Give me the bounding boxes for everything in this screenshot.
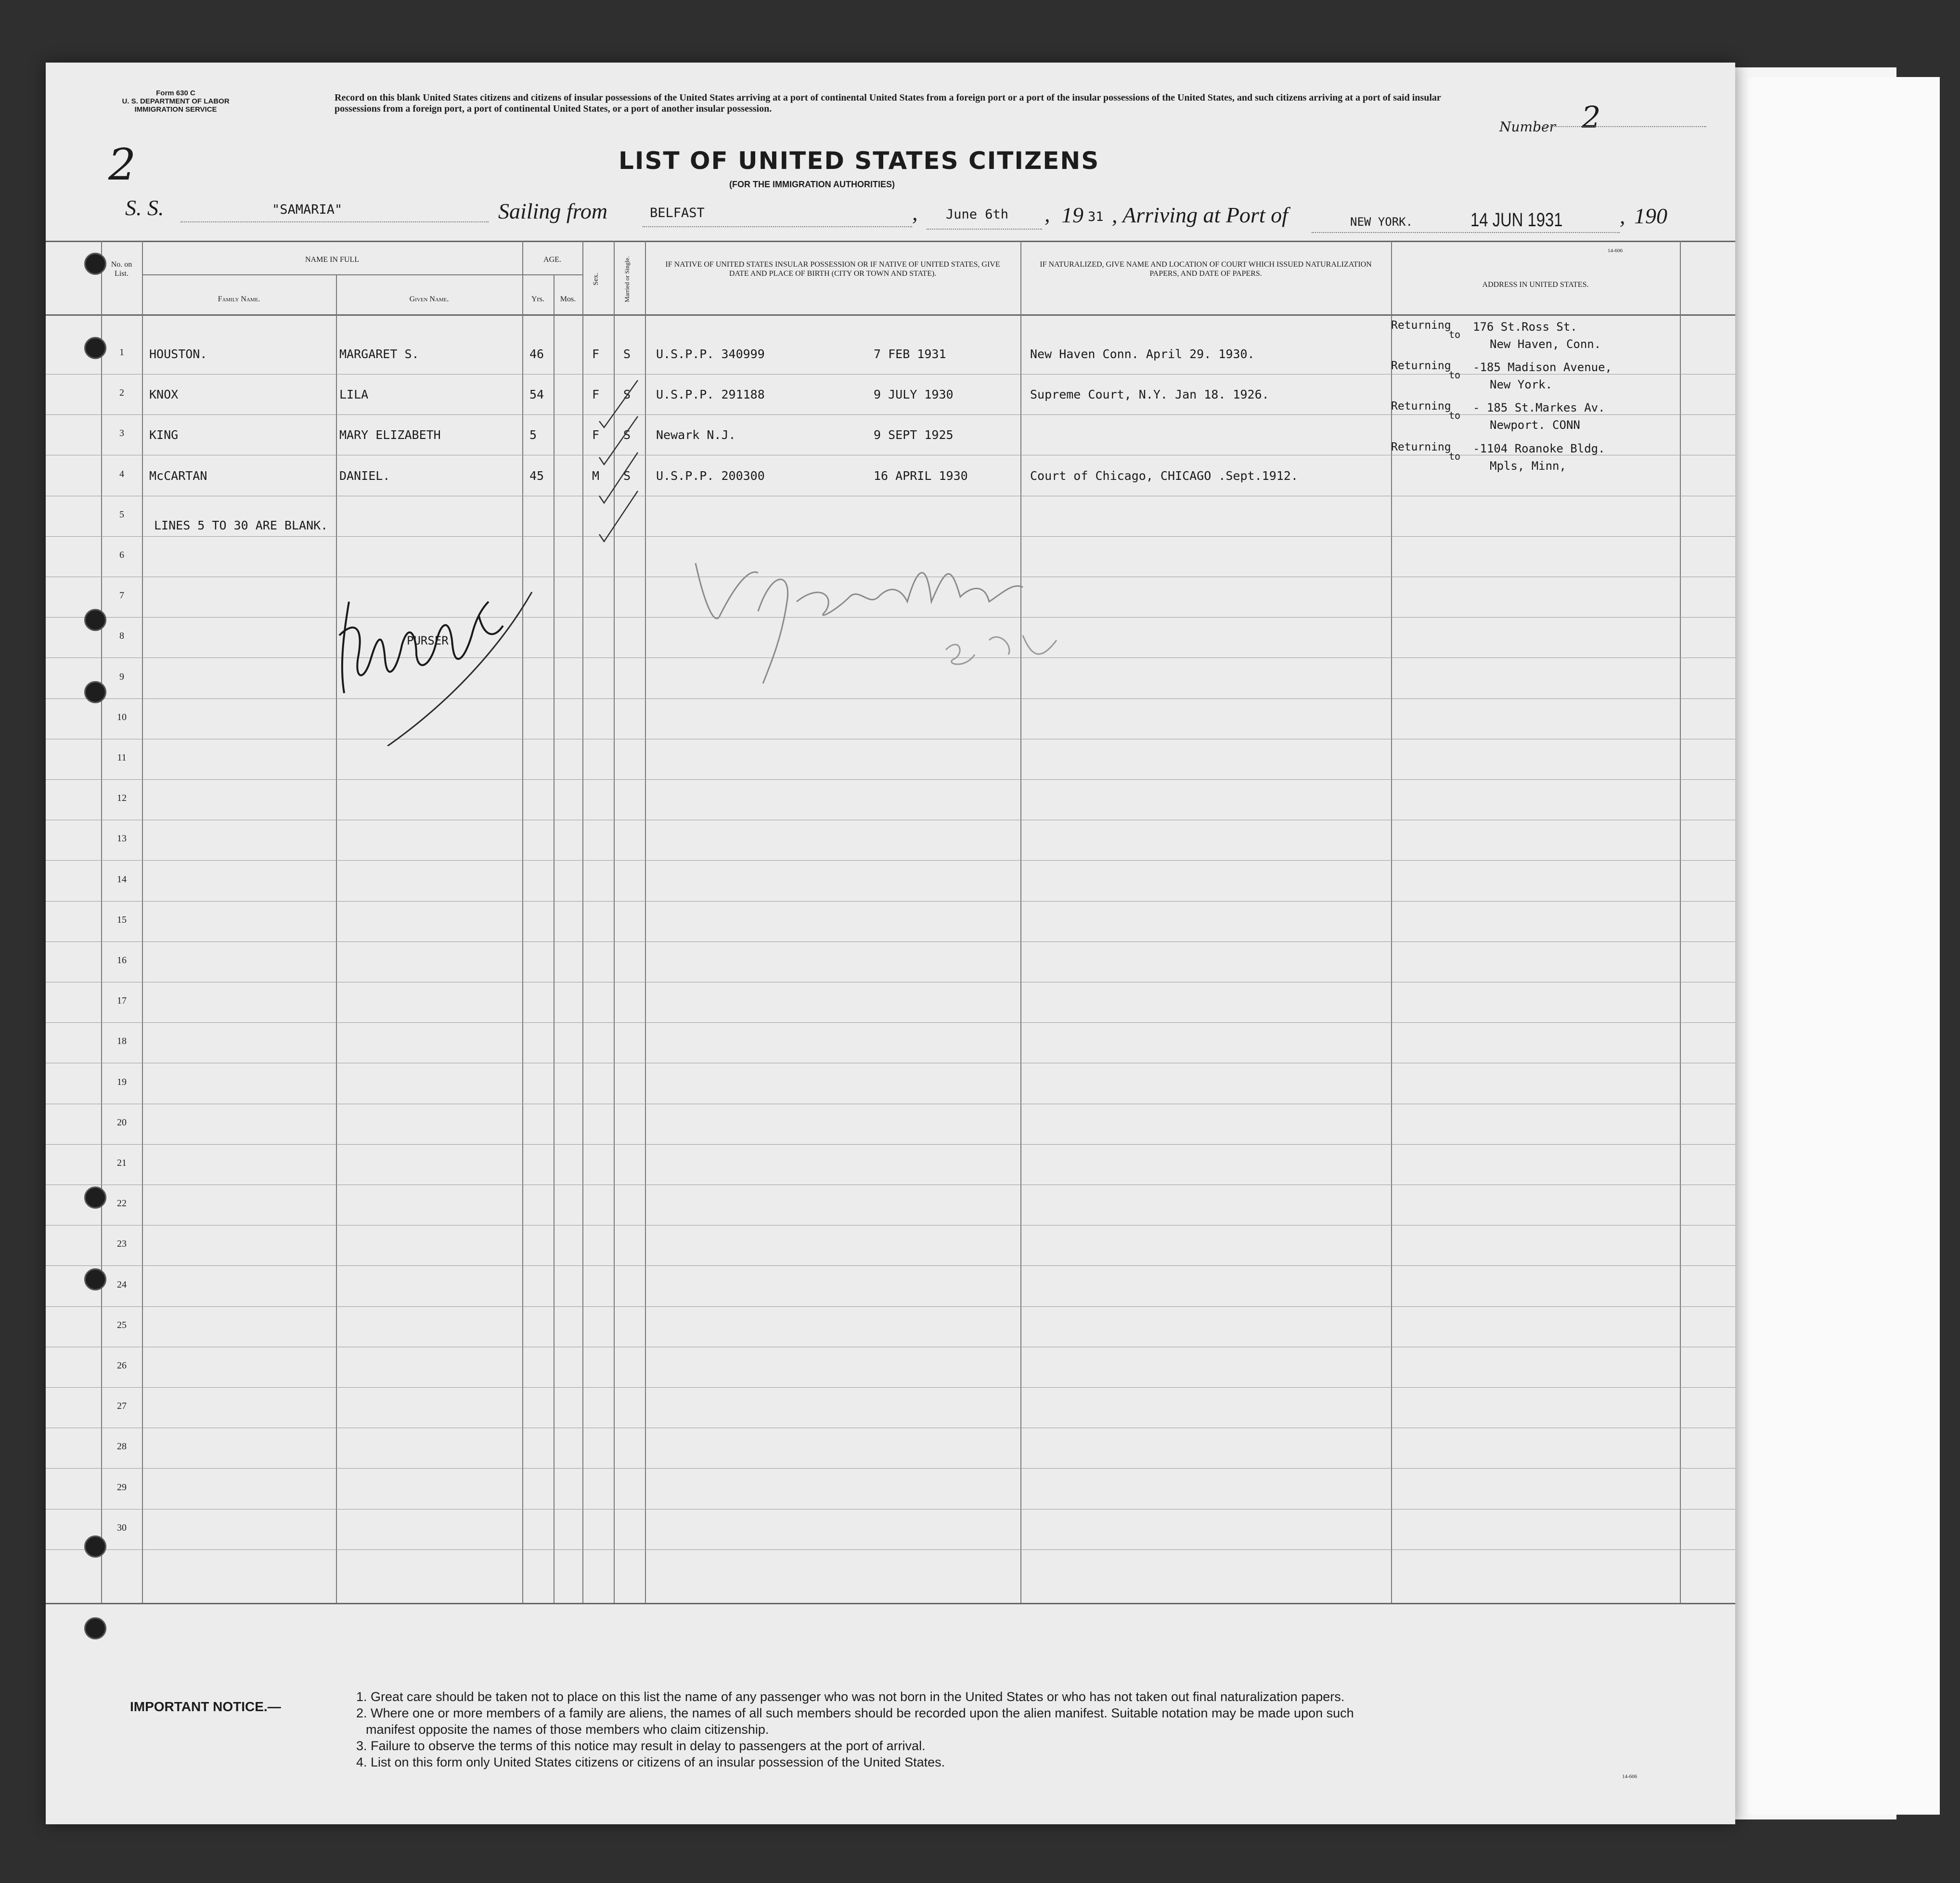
purser-signature [286,563,556,746]
birth-date-cell: 7 FEB 1931 [874,347,946,361]
col-rule [1680,241,1681,1603]
header-family-name: Family Name. [218,295,260,303]
address-prefix: Returning [1391,440,1451,453]
address-to: to [1449,329,1461,340]
purser-label: PURSER. [407,634,456,647]
form-number: Form 630 C [156,89,195,97]
naturalization-cell: New Haven Conn. April 29. 1930. [1030,347,1255,361]
row-number: 10 [117,711,127,722]
family-name-cell: KING [149,428,179,442]
row-rule [46,779,1735,780]
address-to: to [1449,410,1461,422]
year-prefix: 19 [1061,203,1083,227]
given-name-cell: LILA [339,387,369,402]
address-line-1: -185 Madison Avenue, [1473,361,1612,374]
punch-hole [84,681,106,703]
col-rule [582,241,583,1603]
ss-label: S. S. [125,195,164,220]
address-line-2: New Haven, Conn. [1490,337,1601,351]
blank-lines-note: LINES 5 TO 30 ARE BLANK. [154,518,328,532]
header-yrs: Yrs. [531,295,545,303]
row-number: 6 [119,550,124,560]
punch-hole [84,253,106,275]
number-label: Number [1499,119,1556,135]
col-rule [336,274,337,1603]
given-name-cell: MARY ELIZABETH [339,428,441,442]
sex-cell: M [592,468,600,483]
marital-status-cell: S [623,428,631,442]
age-header-rule [522,274,582,275]
comma: , [1620,204,1625,228]
notice-item: manifest opposite the names of those members who claim citizenship. [366,1722,769,1737]
row-number: 17 [117,995,127,1006]
port-to: NEW YORK. [1350,215,1413,229]
passport-cell: U.S.P.P. 340999 [656,347,765,361]
passport-cell: Newark N.J. [656,428,736,442]
row-rule [46,901,1735,902]
passport-cell: U.S.P.P. 291188 [656,387,765,402]
col-rule [522,241,523,1603]
page-subtitle: (FOR THE IMMIGRATION AUTHORITIES) [729,180,895,189]
arrival-stamp: 14 JUN 1931 [1470,209,1563,231]
page-title: LIST OF UNITED STATES CITIZENS [619,147,1100,175]
row-number: 28 [117,1441,127,1452]
service-label: IMMIGRATION SERVICE [134,105,217,114]
notice-item: 2. Where one or more members of a family are aliens, the names of all such members should be recorded upon the alien manifest. Suitable notation may be made upon such [356,1706,1354,1720]
birth-date-cell: 16 APRIL 1930 [874,468,968,483]
arriving-label: , Arriving at Port of [1112,203,1288,227]
printer-mark-bottom: 14-606 [1622,1774,1638,1780]
marital-status-cell: S [623,468,631,483]
address-line-2: Newport. CONN [1490,418,1580,432]
punch-hole [84,609,106,631]
row-rule [46,1022,1735,1023]
sailing-date: June 6th [946,207,1009,222]
row-number: 5 [119,509,124,520]
age-years-cell: 45 [529,468,544,483]
address-line-1: 176 St.Ross St. [1473,320,1577,334]
row-number: 16 [117,955,127,966]
header-bottom-rule [46,314,1735,316]
check-marks [590,371,657,554]
notice-item: 1. Great care should be taken not to place on this list the name of any passenger who was not born in the United States or who has not taken out final naturalization papers. [356,1690,1345,1704]
naturalization-cell: Supreme Court, N.Y. Jan 18. 1926. [1030,387,1269,402]
punch-hole [84,1187,106,1209]
address-to: to [1449,450,1461,462]
row-number: 4 [119,468,124,479]
row-rule [46,1549,1735,1550]
ship-name: "SAMARIA" [272,202,343,217]
address-prefix: Returning [1391,319,1451,332]
name-header-rule [142,274,570,275]
family-name-cell: HOUSTON. [149,347,207,361]
age-years-cell: 5 [529,428,537,442]
birth-date-cell: 9 JULY 1930 [874,387,954,402]
given-name-cell: MARGARET S. [339,347,419,361]
age-years-cell: 46 [529,347,544,361]
passport-cell: U.S.P.P. 200300 [656,468,765,483]
background-sheet [1747,77,1940,1815]
address-prefix: Returning [1391,360,1451,373]
row-number: 7 [119,590,124,601]
sex-cell: F [592,347,600,361]
header-naturalized: IF NATURALIZED, GIVE NAME AND LOCATION OF COURT WHICH ISSUED NATURALIZATION PAPERS, AND DATE OF PAPERS. [1040,260,1372,278]
printer-mark: 14-606 [1608,248,1623,254]
row-number: 30 [117,1522,127,1533]
row-number: 27 [117,1401,127,1412]
punch-hole [84,1535,106,1558]
notice-item: 4. List on this form only United States citizens or citizens of an insular possession of the United States. [356,1755,945,1769]
header-no: No. on List. [111,260,132,278]
header-mos: Mos. [560,295,576,303]
port-from: BELFAST [650,206,705,220]
row-number: 22 [117,1198,127,1209]
col-rule [142,241,143,1603]
row-number: 26 [117,1360,127,1371]
row-number: 13 [117,833,127,844]
sailing-label: Sailing from [498,199,608,223]
row-rule [46,1468,1735,1469]
header-married: Married or Single. [623,256,631,302]
row-number: 12 [117,793,127,804]
punch-hole [84,1617,106,1639]
header-sex: Sex. [592,272,600,286]
address-line-2: New York. [1490,378,1553,392]
col-rule [101,241,102,1603]
row-number: 9 [119,671,124,682]
row-number: 14 [117,874,127,885]
row-number: 21 [117,1158,127,1168]
birth-date-cell: 9 SEPT 1925 [874,428,954,442]
marital-status-cell: S [623,347,631,361]
header-given-name: Given Name. [409,295,449,303]
row-rule [46,1306,1735,1307]
row-rule [46,860,1735,861]
marital-status-cell: S [623,387,631,402]
row-number: 25 [117,1319,127,1330]
col-rule [1020,241,1021,1603]
sex-cell: F [592,387,600,402]
department-label: U. S. DEPARTMENT OF LABOR [122,97,230,105]
row-rule [46,536,1735,537]
manifest-sheet [46,63,1735,1824]
page-mark: 2 [108,140,136,190]
family-name-cell: KNOX [149,387,179,402]
naturalization-cell: Court of Chicago, CHICAGO .Sept.1912. [1030,468,1298,483]
header-age: AGE. [543,256,561,264]
row-number: 11 [117,752,127,763]
row-rule [46,1265,1735,1266]
address-to: to [1449,369,1461,381]
table-top-rule [46,241,1735,242]
table-bottom-rule [46,1603,1735,1604]
row-number: 19 [117,1076,127,1087]
sex-cell: F [592,428,600,442]
header-address: ADDRESS IN UNITED STATES. [1482,281,1589,289]
number-value: 2 [1581,100,1601,135]
header-name-in-full: NAME IN FULL [305,256,359,264]
row-number: 18 [117,1036,127,1047]
inspector-signature [676,539,1109,693]
header-native: IF NATIVE OF UNITED STATES INSULAR POSSESSION OR IF NATIVE OF UNITED STATES, GIVE DATE AND PLACE OF BIRTH (CITY OR TOWN AND STATE). [665,260,1000,278]
row-number: 24 [117,1279,127,1290]
row-number: 3 [119,428,124,439]
address-line-2: Mpls, Minn, [1490,459,1566,473]
row-rule [46,1387,1735,1388]
age-years-cell: 54 [529,387,544,402]
punch-hole [84,337,106,359]
address-prefix: Returning [1391,400,1451,413]
row-number: 2 [119,387,124,399]
row-number: 29 [117,1482,127,1493]
comma: , [1044,202,1050,226]
citizen-table [46,63,1735,1824]
row-number: 1 [119,347,124,358]
address-line-1: -1104 Roanoke Bldg. [1473,441,1605,455]
given-name-cell: DANIEL. [339,468,390,483]
notice-label: IMPORTANT NOTICE.— [130,1699,281,1714]
family-name-cell: McCARTAN [149,468,207,483]
row-number: 15 [117,914,127,925]
row-number: 8 [119,631,124,642]
punch-hole [84,1268,106,1290]
row-number: 20 [117,1117,127,1128]
year-suffix: 31 [1088,209,1104,224]
trailing-year: 190 [1634,204,1667,228]
address-line-1: - 185 St.Markes Av. [1473,401,1605,415]
notice-item: 3. Failure to observe the terms of this notice may result in delay to passengers at the port of arrival. [356,1739,926,1753]
comma: , [912,200,918,225]
row-number: 23 [117,1238,127,1250]
intro-paragraph: Record on this blank United States citizens and citizens of insular possessions of the United States arriving at a port of continental United States from a foreign port or a port of the insular possessions of the United States, and such citizens arriving at a port of said insular possessions from a foreign port, a port of continental United States, or a port of another insular possession. [335,92,1441,114]
row-rule [46,1144,1735,1145]
